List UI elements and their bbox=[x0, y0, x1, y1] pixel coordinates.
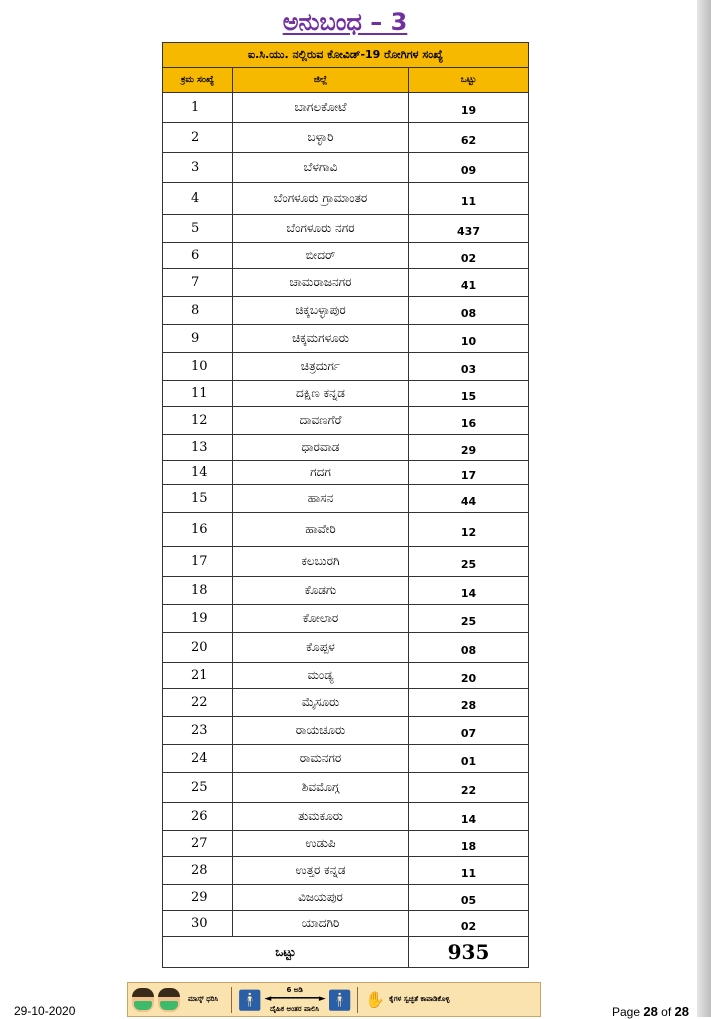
serial-cell: 22 bbox=[163, 689, 233, 717]
district-cell: ರಾಮನಗರ bbox=[233, 745, 409, 773]
district-cell: ಚಾಮರಾಜನಗರ bbox=[233, 269, 409, 297]
icu-patients-table bbox=[162, 42, 529, 968]
double-arrow-icon: ◄━━━━━━━━━━━► bbox=[264, 994, 325, 1005]
distance-value: 6 ಅಡಿ bbox=[286, 985, 303, 994]
table-row bbox=[163, 803, 529, 831]
table-row bbox=[163, 689, 529, 717]
column-header-serial: ಕ್ರಮ ಸಂಖ್ಯೆ bbox=[163, 68, 233, 93]
serial-cell: 4 bbox=[163, 183, 233, 215]
count-cell: 25 bbox=[409, 605, 529, 633]
count-cell: 15 bbox=[409, 381, 529, 407]
count-cell: 28 bbox=[409, 689, 529, 717]
serial-cell: 3 bbox=[163, 153, 233, 183]
serial-cell: 29 bbox=[163, 885, 233, 911]
serial-cell: 28 bbox=[163, 857, 233, 885]
column-header-total: ಒಟ್ಟು bbox=[409, 68, 529, 93]
district-cell: ಕಲಬುರಗಿ bbox=[233, 547, 409, 577]
serial-cell: 18 bbox=[163, 577, 233, 605]
district-cell: ಬೀದರ್ bbox=[233, 243, 409, 269]
district-cell: ಉತ್ತರ ಕನ್ನಡ bbox=[233, 857, 409, 885]
table-row bbox=[163, 269, 529, 297]
count-cell: 05 bbox=[409, 885, 529, 911]
table-row bbox=[163, 633, 529, 663]
serial-cell: 24 bbox=[163, 745, 233, 773]
count-cell: 20 bbox=[409, 663, 529, 689]
table-row bbox=[163, 243, 529, 269]
district-cell: ತುಮಕೂರು bbox=[233, 803, 409, 831]
count-cell: 09 bbox=[409, 153, 529, 183]
district-cell: ಬಾಗಲಕೋಟೆ bbox=[233, 93, 409, 123]
district-cell: ಧಾರವಾಡ bbox=[233, 435, 409, 461]
serial-cell: 26 bbox=[163, 803, 233, 831]
count-cell: 02 bbox=[409, 243, 529, 269]
district-cell: ಶಿವಮೊಗ್ಗ bbox=[233, 773, 409, 803]
table-row bbox=[163, 605, 529, 633]
serial-cell: 16 bbox=[163, 513, 233, 547]
district-cell: ವಿಜಯಪುರ bbox=[233, 885, 409, 911]
masked-face-icon bbox=[158, 988, 180, 1012]
district-cell: ಕೋಲಾರ bbox=[233, 605, 409, 633]
count-cell: 08 bbox=[409, 297, 529, 325]
count-cell: 16 bbox=[409, 407, 529, 435]
total-label: ಒಟ್ಟು bbox=[163, 937, 409, 968]
district-cell: ಬೆಂಗಳೂರು ನಗರ bbox=[233, 215, 409, 243]
count-cell: 11 bbox=[409, 183, 529, 215]
district-cell: ಉಡುಪಿ bbox=[233, 831, 409, 857]
count-cell: 08 bbox=[409, 633, 529, 663]
table-heading: ಐ.ಸಿ.ಯು. ನಲ್ಲಿರುವ ಕೋವಿಡ್-19 ರೋಗಿಗಳ ಸಂಖ್ಯೆ bbox=[163, 43, 529, 68]
district-cell: ದಾವಣಗೆರೆ bbox=[233, 407, 409, 435]
mask-text: ಮಾಸ್ಕ್ ಧರಿಸಿ bbox=[188, 995, 219, 1004]
table-row bbox=[163, 183, 529, 215]
table-row bbox=[163, 885, 529, 911]
district-cell: ಮೈಸೂರು bbox=[233, 689, 409, 717]
count-cell: 03 bbox=[409, 353, 529, 381]
hygiene-text: ಕೈಗಳ ಸ್ವಚ್ಛತೆ ಕಾಪಾಡಿಕೊಳ್ಳಿ bbox=[389, 995, 450, 1004]
count-cell: 22 bbox=[409, 773, 529, 803]
table-row bbox=[163, 461, 529, 485]
count-cell: 19 bbox=[409, 93, 529, 123]
serial-cell: 5 bbox=[163, 215, 233, 243]
district-cell: ಮಂಡ್ಯ bbox=[233, 663, 409, 689]
table-row bbox=[163, 773, 529, 803]
district-cell: ಯಾದಗಿರಿ bbox=[233, 911, 409, 937]
serial-cell: 6 bbox=[163, 243, 233, 269]
handwash-icon: ✋ bbox=[365, 989, 386, 1009]
serial-cell: 17 bbox=[163, 547, 233, 577]
table-row bbox=[163, 325, 529, 353]
count-cell: 25 bbox=[409, 547, 529, 577]
total-value: 935 bbox=[409, 937, 529, 968]
count-cell: 18 bbox=[409, 831, 529, 857]
table-row bbox=[163, 513, 529, 547]
mask-segment bbox=[128, 983, 228, 1016]
banner-divider bbox=[357, 987, 358, 1013]
count-cell: 14 bbox=[409, 577, 529, 605]
serial-cell: 30 bbox=[163, 911, 233, 937]
table-row bbox=[163, 547, 529, 577]
table-row bbox=[163, 215, 529, 243]
count-cell: 44 bbox=[409, 485, 529, 513]
table-row bbox=[163, 745, 529, 773]
table-row bbox=[163, 123, 529, 153]
table-row bbox=[163, 911, 529, 937]
district-cell: ಕೊಪ್ಪಳ bbox=[233, 633, 409, 663]
district-cell: ಚಿಕ್ಕಮಗಳೂರು bbox=[233, 325, 409, 353]
serial-cell: 19 bbox=[163, 605, 233, 633]
serial-cell: 27 bbox=[163, 831, 233, 857]
count-cell: 01 bbox=[409, 745, 529, 773]
count-cell: 07 bbox=[409, 717, 529, 745]
table-row bbox=[163, 577, 529, 605]
serial-cell: 11 bbox=[163, 381, 233, 407]
distance-segment bbox=[235, 983, 354, 1016]
table-body bbox=[163, 93, 529, 937]
distance-text: ದೈಹಿಕ ಅಂತರ ಪಾಲಿಸಿ bbox=[270, 1004, 320, 1013]
count-cell: 29 bbox=[409, 435, 529, 461]
serial-cell: 13 bbox=[163, 435, 233, 461]
column-header-district: ಜಿಲ್ಲೆ bbox=[233, 68, 409, 93]
hygiene-segment bbox=[361, 983, 469, 1016]
count-cell: 62 bbox=[409, 123, 529, 153]
covid-safety-banner bbox=[127, 982, 541, 1017]
district-cell: ಬೆಳಗಾವಿ bbox=[233, 153, 409, 183]
table-row bbox=[163, 153, 529, 183]
table-row bbox=[163, 93, 529, 123]
table-row bbox=[163, 297, 529, 325]
count-cell: 41 bbox=[409, 269, 529, 297]
serial-cell: 7 bbox=[163, 269, 233, 297]
footer-date: 29-10-2020 bbox=[14, 1004, 76, 1018]
table-row bbox=[163, 407, 529, 435]
page-title: ಅನುಬಂಧ – 3 bbox=[282, 8, 408, 36]
serial-cell: 25 bbox=[163, 773, 233, 803]
table-row bbox=[163, 381, 529, 407]
serial-cell: 21 bbox=[163, 663, 233, 689]
table-row bbox=[163, 353, 529, 381]
table-row bbox=[163, 663, 529, 689]
district-cell: ಬಳ್ಳಾರಿ bbox=[233, 123, 409, 153]
serial-cell: 23 bbox=[163, 717, 233, 745]
serial-cell: 10 bbox=[163, 353, 233, 381]
table-row bbox=[163, 717, 529, 745]
page-number: Page 28 of 28 bbox=[611, 1004, 689, 1019]
count-cell: 10 bbox=[409, 325, 529, 353]
serial-cell: 2 bbox=[163, 123, 233, 153]
district-cell: ಗದಗ bbox=[233, 461, 409, 485]
district-cell: ಹಾಸನ bbox=[233, 485, 409, 513]
count-cell: 437 bbox=[409, 215, 529, 243]
district-cell: ಕೊಡಗು bbox=[233, 577, 409, 605]
serial-cell: 20 bbox=[163, 633, 233, 663]
table-row bbox=[163, 485, 529, 513]
count-cell: 02 bbox=[409, 911, 529, 937]
serial-cell: 14 bbox=[163, 461, 233, 485]
district-cell: ರಾಯಚೂರು bbox=[233, 717, 409, 745]
district-cell: ಬೆಂಗಳೂರು ಗ್ರಾಮಾಂತರ bbox=[233, 183, 409, 215]
person-icon: 🚹︎ bbox=[237, 987, 263, 1012]
district-cell: ಚಿಕ್ಕಬಳ್ಳಾಪುರ bbox=[233, 297, 409, 325]
table-row bbox=[163, 857, 529, 885]
count-cell: 14 bbox=[409, 803, 529, 831]
table-row bbox=[163, 831, 529, 857]
serial-cell: 12 bbox=[163, 407, 233, 435]
serial-cell: 1 bbox=[163, 93, 233, 123]
person-icon: 🚹︎ bbox=[326, 987, 353, 1012]
masked-face-icon bbox=[132, 988, 154, 1012]
serial-cell: 15 bbox=[163, 485, 233, 513]
count-cell: 17 bbox=[409, 461, 529, 485]
table-row bbox=[163, 435, 529, 461]
count-cell: 12 bbox=[409, 513, 529, 547]
district-cell: ಚಿತ್ರದುರ್ಗ bbox=[233, 353, 409, 381]
banner-divider bbox=[231, 987, 232, 1013]
district-cell: ದಕ್ಷಿಣ ಕನ್ನಡ bbox=[233, 381, 409, 407]
count-cell: 11 bbox=[409, 857, 529, 885]
district-cell: ಹಾವೇರಿ bbox=[233, 513, 409, 547]
page-edge bbox=[697, 0, 711, 1017]
serial-cell: 9 bbox=[163, 325, 233, 353]
serial-cell: 8 bbox=[163, 297, 233, 325]
